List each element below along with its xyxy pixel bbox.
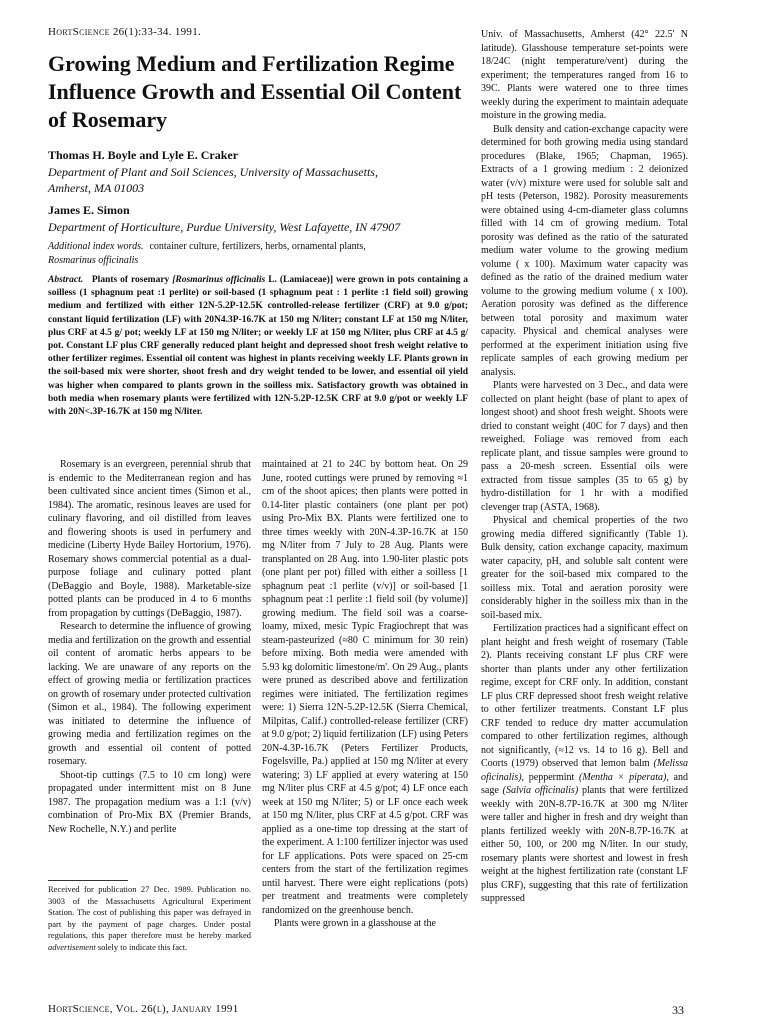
body-column-2 bbox=[262, 458, 468, 931]
footnote-text: Received for publication 27 Dec. 1989. Publication no. 3003 of the Massachusetts Agricultural Experiment Station. The cost of publishing this paper was defrayed in part by the payment of page charges. Under postal regulations, this paper therefore must be hereby marked bbox=[48, 884, 251, 940]
paragraph: Bulk density and cation-exchange capacity were determined for both growing media using standard procedures (Blake, 1965; Chapman, 1965). Extracts of a 1 growing medium : 2 deionized water (v/v) mixture were used for soluble salt and pH tests (Peterson, 1982). Porosity measurements were obtained using 4-cm-diameter glass columns filled with 14 cm of growing medium. Total porosity was defined as the ratio of the saturated medium water volume to the growing medium volume ( x 100). Maximum water capacity was defined as the ratio of the drained medium water volume to the growing medium volume ( x 100). Aeration porosity was defined as the difference between total porosity and maximum water capacity. Physical and chemical analyses were performed at the experiment initiation using five replicate samples of each growing medium per analysis. bbox=[481, 123, 688, 378]
affiliation-secondary: Department of Horticulture, Purdue University, West Lafayette, IN 47907 bbox=[48, 220, 401, 234]
species-name: (Melissa oficinalis), bbox=[481, 758, 688, 783]
affiliation-primary-line1: Department of Plant and Soil Sciences, University of Massachusetts, bbox=[48, 165, 378, 179]
paragraph: Shoot-tip cuttings (7.5 to 10 cm long) were propagated under intermittent mist on 8 June 1987. The propagation medium was a 1:1 (v/v) combination of Pro-Mix BX (Premier Brands, New Rochelle, N.Y.) and perlite bbox=[48, 769, 251, 835]
paragraph-text: Fertilization practices had a significant effect on plant height and fresh weight of rosemary (Table 2). Plants receiving constant LF plus CRF were shorter than plants under any other fertilization regime, except for CRF only. In addition, constant LF plus CRF depressed shoot fresh weight relative to other fertilizer treatments. Constant LF plus CRF tended to reduce dry matter accumulation compared to other fertilization regimes, although not significantly, (≈12 vs. 14 to 16 g). Bell and Coorts (1979) observed that lemon balm bbox=[481, 623, 688, 769]
body-column-3 bbox=[481, 28, 688, 906]
affiliation-primary-line2: Amherst, MA 01003 bbox=[48, 181, 145, 195]
index-words-label: Additional index words. bbox=[48, 241, 144, 252]
abstract-text-1: Plants of rosemary bbox=[91, 275, 170, 285]
index-words-list: container culture, fertilizers, herbs, ornamental plants, bbox=[149, 241, 366, 252]
index-words bbox=[48, 240, 468, 268]
page-number: 33 bbox=[672, 1003, 684, 1017]
paragraph: Rosemary is an evergreen, perennial shrub that is endemic to the Mediterranean region and has been cultivated since ancient times (Simon et al., 1984). The aromatic, resinous leaves are used for culinary flavoring, and oil distilled from leaves and flowering shoots is used in perfumery and medicine (Liberty Hyde Bailey Hortorium, 1976). Rosemary shows commercial potential as a dual-purpose foliage and culinary potted plant (DeBaggio and Boyle, 1988). Marketable-size potted plants can be produced in 4 to 6 months from propagation by cuttings (DeBaggio, 1987). bbox=[48, 459, 251, 619]
species-name: (Mentha × piperata), bbox=[579, 771, 669, 783]
body-column-1 bbox=[48, 458, 251, 836]
index-words-species: Rosmarinus officinalis bbox=[48, 255, 139, 266]
abstract-label: Abstract. bbox=[48, 275, 84, 285]
paragraph bbox=[481, 622, 688, 906]
authors-secondary: James E. Simon bbox=[48, 203, 130, 217]
species-name: (Salvia officinalis) bbox=[502, 785, 579, 796]
footnote-advertisement: advertisement bbox=[48, 941, 96, 952]
paragraph: Plants were grown in a glasshouse at the bbox=[274, 918, 436, 929]
abstract-text-2: L. (Lamiaceae)] were grown in pots containing a soilless (1 sphagnum peat :1 perlite) or soil-based (1 sphagnum peat : 1 perlite :1 field soil) growing medium and fertilized with either 12N-5.2P-12.5K controlled-release fertilizer (CRF) at 9.0 g/pot; constant liquid fertilization (LF) with 20N4.3P-16.7K at 150 mg N/liter; constant LF at 150 mg N/liter, plus CRF at 4.5 g/ pot; weekly LF at 150 mg N/liter; or weekly LF at 150 mg N/liter, plus CRF at 4.5 g/ pot. Constant LF plus CRF generally reduced plant height and depressed shoot fresh weight relative to other fertilizer regimes. Essential oil content was highest in plants receiving weekly LF. Plants grown in the soil-based mix were shorter, shoot fresh and dry weight tended to be lower, and essential oil yield was higher when compared to plants grown in the soilless mix. Satisfactory growth was obtained in both media when rosemary plants were fertilized with 12N-5.2P-12.5K CRF at 9.0 g/pot or weekly LF with 20N<.3P-16.7K at 150 mg N/liter. bbox=[48, 275, 468, 418]
journal-name: HortScience bbox=[48, 26, 110, 38]
journal-year: 1991. bbox=[174, 26, 202, 38]
paragraph: Research to determine the influence of growing media and fertilization on the growth and essential oil content of aromatic herbs appears to be lacking. We are unaware of any reports on the effect of growing media or fertilization practices on growth of rosemary under protected cultivation (Simon et al., 1984). The following experiment was initiated to determine the influence of growing media and fertilization regimes on the growth and essential oil content of potted rosemary. bbox=[48, 621, 251, 767]
journal-issue: 26(1):33-34. bbox=[112, 26, 172, 38]
article-title: Growing Medium and Fertilization Regime Influence Growth and Essential Oil Content of Rosemary bbox=[48, 51, 462, 132]
affiliation-primary bbox=[48, 164, 478, 196]
paragraph-text: peppermint bbox=[528, 771, 575, 783]
journal-header bbox=[48, 26, 201, 38]
authors-primary: Thomas H. Boyle and Lyle E. Craker bbox=[48, 148, 239, 162]
abstract-species: [Rosmarinus officinalis bbox=[172, 275, 266, 285]
paragraph: Plants were harvested on 3 Dec., and data were collected on plant height (base of plant to apex of longest shoot) and shoot fresh weight. Shoots were dried to constant weight (40C for 7 days) and then reweighed. Foliage was removed from each replicate plant, and tissue samples were ground to pass a 20-mesh screen. Essential oils were extracted from tissue samples (35 to 65 g) by hydro-distillation for 1 hr with a modified clevenger trap (ASTA, 1968). bbox=[481, 380, 688, 513]
footnote-end: solely to indicate this fact. bbox=[97, 941, 188, 952]
paragraph: Physical and chemical properties of the two growing media differed significantly (Table 1). Bulk density, cation exchange capacity, maximum water capacity, pH, and soluble salt content were greater for the soil-based mix compared to the soilless mix. Total and aeration porosity were considerably higher in the soilless mix than in the soil-based mix. bbox=[481, 515, 688, 621]
footnote bbox=[48, 884, 251, 953]
page-footer: HortScience, Vol. 26(l), January 1991 bbox=[48, 1003, 239, 1015]
paragraph-text: and sage bbox=[481, 771, 688, 796]
paragraph: maintained at 21 to 24C by bottom heat. On 29 June, rooted cuttings were pruned by removing ≈1 cm of the shoot apices; then plants were potted in 0.14-liter plastic containers (one plant per pot) using Pro-Mix BX. Plants were fertilized one to three times weekly with 20N-4.3P-16.7K at 150 mg N/liter from 7 July to 28 Aug. Plants were transplanted on 28 Aug. into 1.90-liter plastic pots (one plant per pot) filled with either a soilless [1 sphagnum peat :1 perlite (v/v)] or soil-based [1 sphagnum peat :1 perlite :1 field soil (by volume)] growing medium. The field soil was a coarse-loamy, mixed, mesic Typic Fragiochrept that was steam-pasteurized (≈80 C minimum for 30 rein) before mixing. Both media were amended with 5.93 kg dolomitic limestone/m'. On 29 Aug., plants were pruned as described above and fertilization regimes were initiated. The fertilization regimes were: 1) Sierra 12N-5.2P-12.5K (Sierra Chemical, Milpitas, Calif.) controlled-release fertilizer (CRF) at 9.0 g/pot; 2) liquid fertilization (LF) using Peters 20N-4.3P-16.7K (Peters Fertilizer Products, Fogelsville, Pa.) applied at 150 mg N/liter at every watering; 3) LF applied at every watering at 150 mg N/liter plus CRF at 4.5 g/pot; 4) LF once each week at 150 mg N/liter; 5) or LF once each week at 150 mg N/liter, plus CRF at 4.5 g/pot. CRF was applied as a one-time top dressing at the start of the experiment. A 1:100 fertilizer injector was used for LF applications. Pots were spaced on 25-cm centers from the start of the fertilization regimes until harvest. There were eight replications (pots) per treatment and treatments were completely randomized on the greenhouse bench. bbox=[262, 459, 468, 916]
footnote-divider bbox=[48, 880, 128, 881]
paragraph-text: plants that were fertilized weekly with 20N-8.7P-16.7K at 300 mg N/liter were taller and higher in fresh and dry weight than plants fertilized weekly with 20N-8.7P-16.7K at either 50, 100, or 200 mg N/liter. In our study, rosemary plants were shortest and lowest in fresh weight at the highest fertilization rate (constant LF plus CRF), suggesting that this rate of fertilization suppressed bbox=[481, 785, 688, 904]
paragraph: Univ. of Massachusetts, Amherst (42° 22.5' N latitude). Glasshouse temperature set-points were 18/24C (night temperature/vent) during the experiment; the temperatures ranged from 16 to 39C. Plants were watered one to three times weekly during the experiment to maintain adequate moisture in the growing media. bbox=[481, 29, 688, 121]
abstract bbox=[48, 274, 468, 419]
